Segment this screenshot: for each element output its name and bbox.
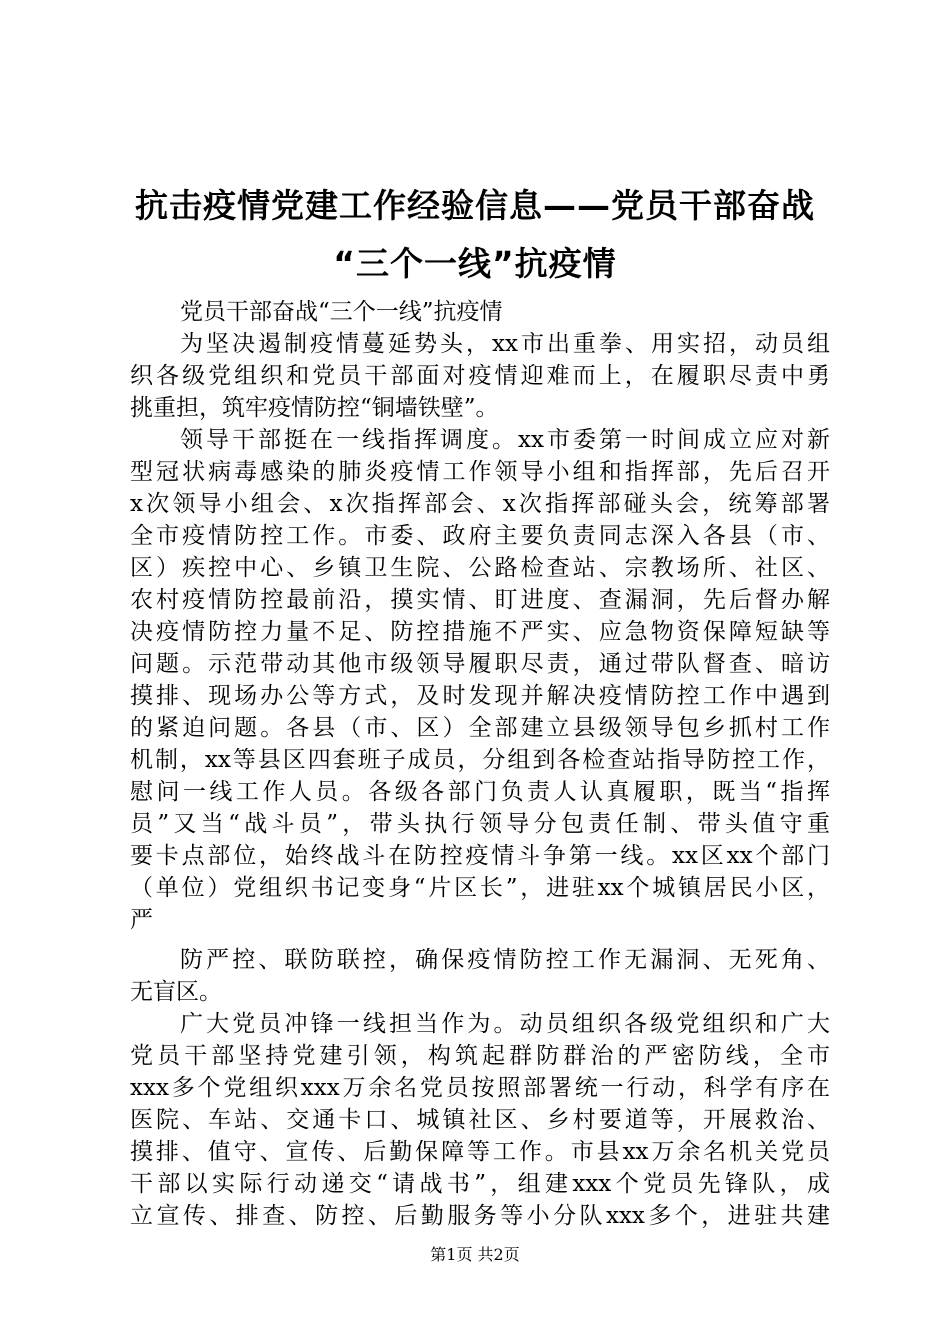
paragraph-line: 党员干部坚持党建引领，构筑起群防群治的严密防线，全市 <box>130 1043 830 1069</box>
page-footer: 第1页 共2页 <box>430 1245 520 1264</box>
document-title-line-2: “三个一线”抗疫情 <box>333 244 617 283</box>
paragraph-line: 全市疫情防控工作。市委、政府主要负责同志深入各县（市、 <box>130 523 830 549</box>
subtitle-line: 党员干部奋战“三个一线”抗疫情 <box>180 299 503 325</box>
paragraph-line: 区）疾控中心、乡镇卫生院、公路检查站、宗教场所、社区、 <box>130 555 830 581</box>
paragraph-line: 无盲区。 <box>130 979 222 1005</box>
paragraph-line: 防严控、联防联控，确保疫情防控工作无漏洞、无死角、 <box>180 947 830 973</box>
paragraph-line: 型冠状病毒感染的肺炎疫情工作领导小组和指挥部，先后召开 <box>130 459 830 485</box>
paragraph-line: 问题。示范带动其他市级领导履职尽责，通过带队督查、暗访 <box>130 651 830 677</box>
paragraph-line: 为坚决遏制疫情蔓延势头，xx市出重拳、用实招，动员组 <box>180 331 830 357</box>
paragraph-line: 慰问一线工作人员。各级各部门负责人认真履职，既当“指挥 <box>130 779 830 805</box>
paragraph-line: 广大党员冲锋一线担当作为。动员组织各级党组织和广大 <box>180 1011 830 1037</box>
paragraph-line: 机制，xx等县区四套班子成员，分组到各检查站指导防控工作， <box>130 747 830 773</box>
paragraph-line: 决疫情防控力量不足、防控措施不严实、应急物资保障短缺等 <box>130 619 830 645</box>
document-body <box>130 296 830 1232</box>
paragraph-line: 医院、车站、交通卡口、城镇社区、乡村要道等，开展救治、 <box>130 1107 830 1133</box>
paragraph-line: x次领导小组会、x次指挥部会、x次指挥部碰头会，统筹部署 <box>130 491 830 517</box>
document-title-line-1: 抗击疫情党建工作经验信息——党员干部奋战 <box>135 186 815 225</box>
paragraph-line: 干部以实际行动递交“请战书”，组建xxx个党员先锋队，成 <box>130 1171 830 1197</box>
paragraph-line: xxx多个党组织xxx万余名党员按照部署统一行动，科学有序在 <box>130 1075 830 1101</box>
paragraph-line: 摸排、现场办公等方式，及时发现并解决疫情防控工作中遇到 <box>130 683 830 709</box>
paragraph-line: 挑重担，筑牢疫情防控“铜墙铁壁”。 <box>130 395 499 421</box>
paragraph-line: （单位）党组织书记变身“片区长”，进驻xx个城镇居民小区， <box>130 875 830 901</box>
paragraph-line: 农村疫情防控最前沿，摸实情、盯进度、查漏洞，先后督办解 <box>130 587 830 613</box>
paragraph-line: 员”又当“战斗员”，带头执行领导分包责任制、带头值守重 <box>130 811 830 837</box>
paragraph-line: 摸排、值守、宣传、后勤保障等工作。市县xx万余名机关党员 <box>130 1139 830 1165</box>
paragraph-line: 领导干部挺在一线指挥调度。xx市委第一时间成立应对新 <box>180 427 830 453</box>
paragraph-line: 严 <box>130 907 153 933</box>
paragraph-line: 要卡点部位，始终战斗在防控疫情斗争第一线。xx区xx个部门 <box>130 843 830 869</box>
paragraph-line: 织各级党组织和党员干部面对疫情迎难而上，在履职尽责中勇 <box>130 363 830 389</box>
paragraph-line: 立宣传、排查、防控、后勤服务等小分队xxx多个，进驻共建 <box>130 1203 830 1229</box>
paragraph-line: 的紧迫问题。各县（市、区）全部建立县级领导包乡抓村工作 <box>130 715 830 741</box>
